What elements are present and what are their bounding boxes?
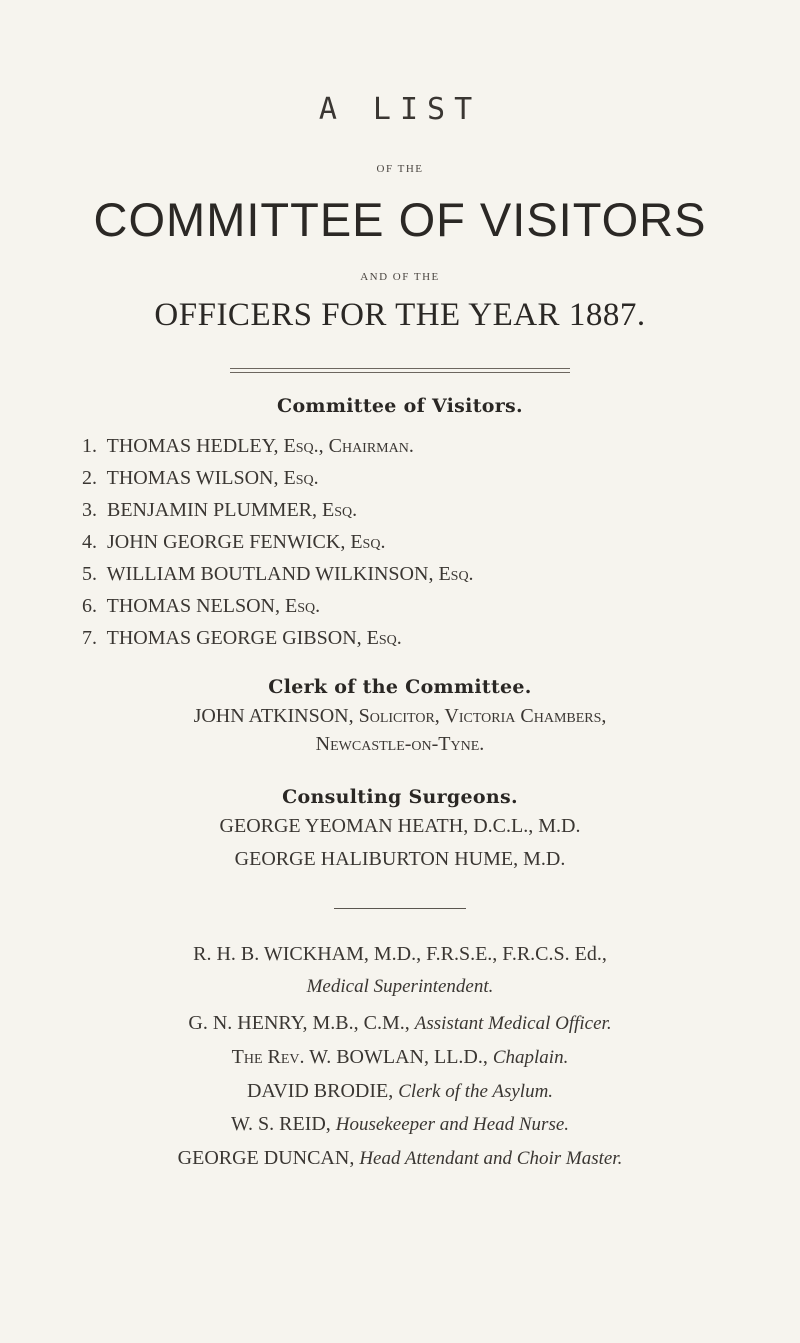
list-item: 6. THOMAS NELSON, Esq. bbox=[82, 595, 321, 617]
list-item: 3. BENJAMIN PLUMMER, Esq. bbox=[82, 499, 358, 521]
staff-line: G. N. HENRY, M.B., C.M., Assistant Medical Officer. bbox=[188, 1012, 612, 1034]
staff-line: R. H. B. WICKHAM, M.D., F.R.S.E., F.R.C.S. Ed., bbox=[193, 943, 607, 965]
clerk-line: JOHN ATKINSON, Solicitor, Victoria Chambers, bbox=[193, 705, 607, 727]
list-item: 4. JOHN GEORGE FENWICK, Esq. bbox=[82, 531, 386, 553]
staff-line: DAVID BRODIE, Clerk of the Asylum. bbox=[246, 1080, 554, 1102]
clerk-heading: Clerk of the Committee. bbox=[268, 676, 532, 698]
committee-of-visitors-title: COMMITTEE OF VISITORS bbox=[93, 193, 707, 246]
surgeon-line: GEORGE YEOMAN HEATH, D.C.L., M.D. bbox=[219, 815, 581, 837]
staff-line: The Rev. W. BOWLAN, LL.D., Chaplain. bbox=[231, 1046, 569, 1068]
double-rule-divider bbox=[230, 368, 570, 376]
committee-member-list bbox=[82, 430, 742, 654]
of-the-line: OF THE bbox=[376, 163, 424, 175]
surgeons-heading: Consulting Surgeons. bbox=[282, 786, 518, 808]
committee-heading: Committee of Visitors. bbox=[277, 395, 523, 417]
list-item: 7. THOMAS GEORGE GIBSON, Esq. bbox=[82, 627, 402, 649]
list-item: 5. WILLIAM BOUTLAND WILKINSON, Esq. bbox=[82, 563, 474, 585]
clerk-place: Newcastle-on-Tyne. bbox=[315, 733, 485, 755]
officers-title: OFFICERS FOR THE YEAR 1887. bbox=[154, 297, 646, 333]
list-item: 1. THOMAS HEDLEY, Esq., Chairman. bbox=[82, 435, 414, 457]
short-divider bbox=[334, 908, 466, 909]
list-item: 2. THOMAS WILSON, Esq. bbox=[82, 467, 319, 489]
staff-line: W. S. REID, Housekeeper and Head Nurse. bbox=[230, 1113, 570, 1135]
and-of-the-line: AND OF THE bbox=[360, 271, 440, 283]
staff-line: GEORGE DUNCAN, Head Attendant and Choir Master. bbox=[177, 1147, 623, 1169]
list-heading: A LIST bbox=[318, 92, 482, 127]
surgeon-line: GEORGE HALIBURTON HUME, M.D. bbox=[234, 848, 566, 870]
staff-line: Medical Superintendent. bbox=[306, 976, 494, 997]
